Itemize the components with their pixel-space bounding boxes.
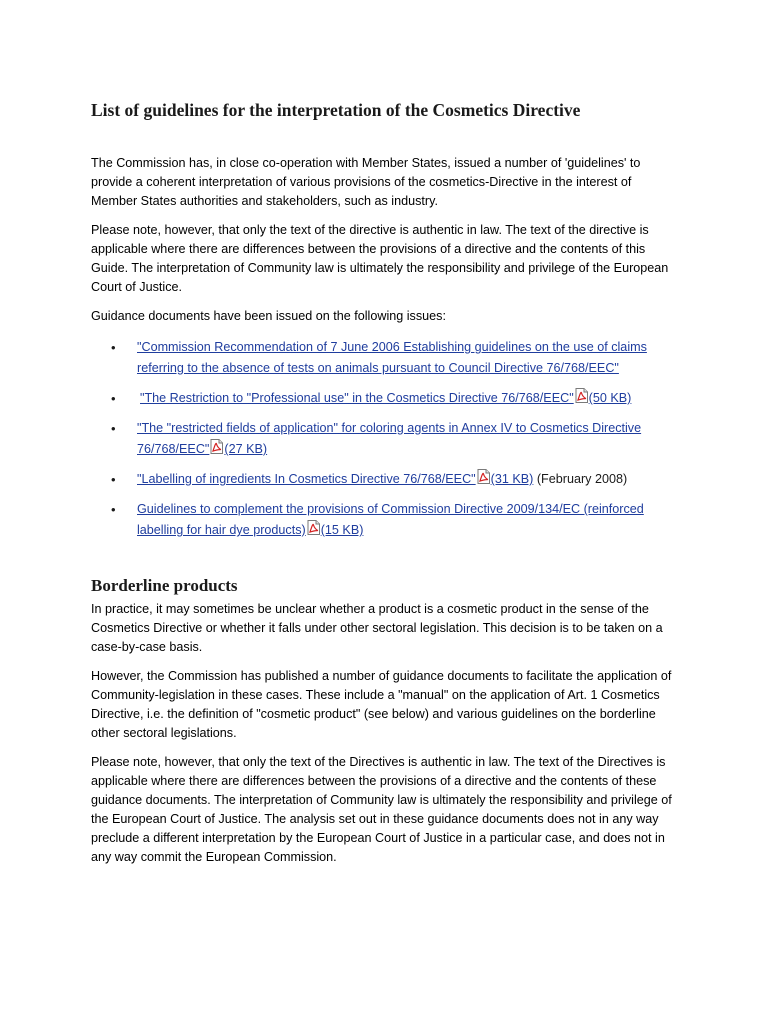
- guideline-link-professional-use[interactable]: "The Restriction to "Professional use" in the Cosmetics Directive 76/768/EEC": [140, 391, 574, 405]
- guideline-link-hair-dye-labelling[interactable]: Guidelines to complement the provisions of Commission Directive 2009/134/EC (reinforced labelling for hair dye products): [137, 502, 644, 537]
- guideline-size-link[interactable]: (27 KB): [224, 442, 268, 456]
- pdf-file-icon[interactable]: [575, 388, 588, 403]
- list-item: [91, 499, 676, 541]
- list-item-date: (February 2008): [536, 472, 628, 486]
- guideline-size-link[interactable]: (31 KB): [490, 472, 534, 486]
- guideline-size-link[interactable]: (50 KB): [588, 391, 632, 405]
- pdf-file-icon[interactable]: [210, 439, 223, 454]
- list-item: [91, 418, 676, 460]
- guideline-link-labelling-ingredients[interactable]: "Labelling of ingredients In Cosmetics Directive 76/768/EEC": [137, 472, 476, 486]
- list-item: [91, 469, 676, 490]
- borderline-paragraph-2: However, the Commission has published a number of guidance documents to facilitate the application of Community-legislation in these cases. These include a "manual" on the application of Art. 1 Cosmetics Directive, i.e. the definition of "cosmetic product" (see below) and various guidelines on the borderline other sectoral legislations.: [91, 669, 672, 740]
- guideline-link-animal-testing-claims[interactable]: "Commission Recommendation of 7 June 2006 Establishing guidelines on the use of claims referring to the absence of tests on animals pursuant to Council Directive 76/768/EEC": [137, 340, 647, 375]
- page-title: List of guidelines for the interpretation of the Cosmetics Directive: [91, 100, 581, 120]
- section-heading-borderline: Borderline products: [91, 576, 238, 595]
- list-item: [91, 388, 676, 409]
- guidance-list: [91, 337, 676, 541]
- borderline-paragraph-3: Please note, however, that only the text of the Directives is authentic in law. The text of the Directives is applicable where there are differences between the provisions of a directive and the contents of these guidance documents. The interpretation of Community law is ultimately the responsibility and privilege of the European Court of Justice. The analysis set out in these guidance documents does not in any way preclude a different interpretation by the European Court of Justice in a particular case, and does not in any way commit the European Commission.: [91, 755, 672, 864]
- pdf-file-icon[interactable]: [307, 520, 320, 535]
- intro-paragraph-2: Please note, however, that only the text of the directive is authentic in law. The text of the directive is applicable where there are differences between the provisions of a directive and the contents of this Guide. The interpretation of Community law is ultimately the responsibility and privilege of the European Court of Justice.: [91, 223, 669, 294]
- guideline-size-link[interactable]: (15 KB): [320, 523, 364, 537]
- intro-paragraph-3: Guidance documents have been issued on the following issues:: [91, 309, 446, 323]
- intro-paragraph-1: The Commission has, in close co-operation with Member States, issued a number of 'guidelines' to provide a coherent interpretation of various provisions of the cosmetics-Directive in the interest of Member States authorities and stakeholders, such as industry.: [91, 156, 641, 208]
- document-content: [91, 98, 676, 877]
- borderline-paragraph-1: In practice, it may sometimes be unclear whether a product is a cosmetic product in the sense of the Cosmetics Directive or whether it falls under other sectoral legislation. This decision is to be taken on a case-by-case basis.: [91, 602, 663, 654]
- pdf-file-icon[interactable]: [477, 469, 490, 484]
- guideline-link-restricted-fields[interactable]: "The "restricted fields of application" for coloring agents in Annex IV to Cosmetics Directive 76/768/EEC": [137, 421, 642, 456]
- list-item: [91, 337, 676, 379]
